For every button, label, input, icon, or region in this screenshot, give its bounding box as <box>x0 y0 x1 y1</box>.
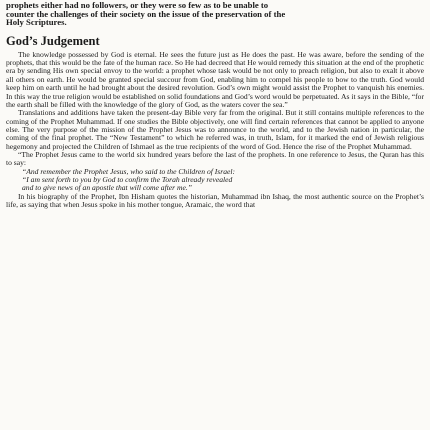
closing-text <box>6 193 424 210</box>
section-heading: God’s Judgement <box>6 33 100 48</box>
quran-quote <box>6 168 424 193</box>
quote-line: “And remember the Prophet Jesus, who said to the Children of Israel: <box>22 166 236 176</box>
top-fragment-line: counter the challenges of their society on the issue of the preservation of the <box>6 8 286 19</box>
paragraph: “The Prophet Jesus came to the world six hundred years before the last of the prophets. In one reference to Jesus, the Quran has this to say: <box>6 149 424 168</box>
top-fragment-line: prophets either had no followers, or they were so few as to be unable to <box>6 0 269 10</box>
quote-line: and to give news of an apostle that will come after me.” <box>22 183 192 193</box>
paragraph: In his biography of the Prophet, Ibn Hisham quotes the historian, Muhammad ibn Ishaq, the most authentic source on the Prophet’s life, as saying that when Jesus spoke in his mother tongue, Aramaic, the word that <box>6 191 424 209</box>
body-text <box>6 51 424 168</box>
top-fragment <box>6 0 424 27</box>
top-fragment-line: Holy Scriptures. <box>6 17 67 28</box>
paragraph: The knowledge possessed by God is eternal. He sees the future just as He does the past. He was aware, before the sending of the prophets, that this would be the fate of the human race. So He had decreed that He would remedy this situation at the end of the prophetic era by sending His own special envoy to the world: a prophet whose task would be not only to preach religion, but also to exalt it above all others on earth. He would be granted special succour from God, enabling him to compel his people to bow to the truth. God would keep him on earth until he had brought about the desired revolution. God’s own might would assist the Prophet to vanquish his enemies. In this way the true religion would be established on solid foundations and God’s word would be perpetuated. As it says in the Bible, “for the earth shall be filled with the knowledge of the glory of God, as the waters cover the sea.” <box>6 49 424 109</box>
paragraph: Translations and additions have taken the present-day Bible very far from the original. But it still contains multiple references to the coming of the Prophet Muhammad. If one studies the Bible objectively, one will find certain references that cannot be applied to anyone else. The very purpose of the mission of the Prophet Jesus was to announce to the world, and to the Jewish nation in particular, the coming of the final prophet. The “New Testament” to which he referred was, in truth, Islam, for it marked the end of Jewish religious hegemony and projected the Children of Ishmael as the true recipients of the word of God. Hence the rise of the Prophet Muhammad. <box>6 108 424 151</box>
quote-line: “I am sent forth to you by God to confirm the Torah already revealed <box>22 174 233 184</box>
